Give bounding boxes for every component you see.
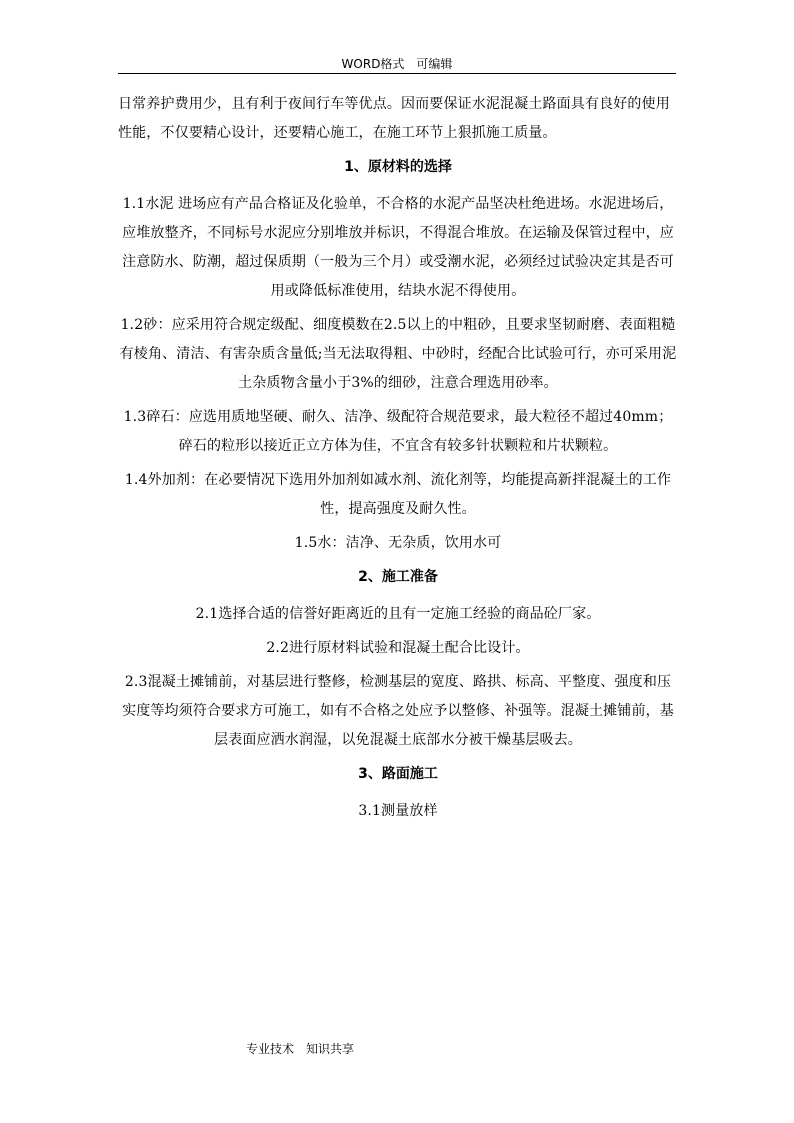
paragraph-3-1: 3.1测量放样 (358, 803, 438, 819)
page-footer: 专业技术 知识共享 (246, 1042, 355, 1056)
paragraph-1-2: 1.2砂：应采用符合规定级配、细度模数在2.5以上的中粗砂，且要求坚韧耐磨、表面粗糙有棱角、清洁、有害杂质含量低;当无法取得粗、中砂时，经配合比试验可行，亦可采用泥土杂质物含量小于3%的细砂，注意合理选用砂率。 (119, 317, 677, 391)
section-heading-1: 1、原材料的选择 (344, 159, 452, 175)
paragraph-2-2: 2.2进行原材料试验和混凝土配合比设计。 (266, 640, 530, 656)
page-header: WORD格式 可编辑 (341, 57, 453, 71)
paragraph-1-4: 1.4外加剂：在必要情况下选用外加剂如减水剂、流化剂等，均能提高新拌混凝土的工作性，提高强度及耐久性。 (124, 472, 672, 517)
paragraph-1-5: 1.5水：洁净、无杂质，饮用水可 (294, 535, 502, 551)
document-body (118, 90, 678, 831)
paragraph-1-1: 1.1水泥 进场应有产品合格证及化验单，不合格的水泥产品坚决杜绝进场。水泥进场后，应堆放整齐，不同标号水泥应分别堆放并标识，不得混合堆放。在运输及保管过程中，应注意防水、防潮，超过保质期（一般为三个月）或受潮水泥，必须经过试验决定其是否可用或降低标准使用，结块水泥不得使用。 (122, 196, 674, 299)
header-rule (118, 73, 676, 74)
paragraph-2-1: 2.1选择合适的信誉好距离近的且有一定施工经验的商品砼厂家。 (195, 606, 601, 622)
paragraph-2-3: 2.3混凝土摊铺前，对基层进行整修，检测基层的宽度、路拱、标高、平整度、强度和压实度等均须符合要求方可施工，如有不合格之处应予以整修、补强等。混凝土摊铺前，基层表面应洒水润湿，以免混凝土底部水分被干燥基层吸去。 (122, 674, 674, 748)
section-heading-3: 3、路面施工 (358, 766, 438, 782)
section-heading-2: 2、施工准备 (358, 569, 438, 585)
intro-paragraph: 日常养护费用少，且有利于夜间行车等优点。因而要保证水泥混凝土路面具有良好的使用性能，不仅要精心设计，还要精心施工，在施工环节上狠抓施工质量。 (118, 96, 670, 141)
paragraph-1-3: 1.3碎石：应选用质地坚硬、耐久、洁净、级配符合规范要求，最大粒径不超过40mm；碎石的粒形以接近正立方体为佳，不宜含有较多针状颗粒和片状颗粒。 (123, 409, 673, 454)
